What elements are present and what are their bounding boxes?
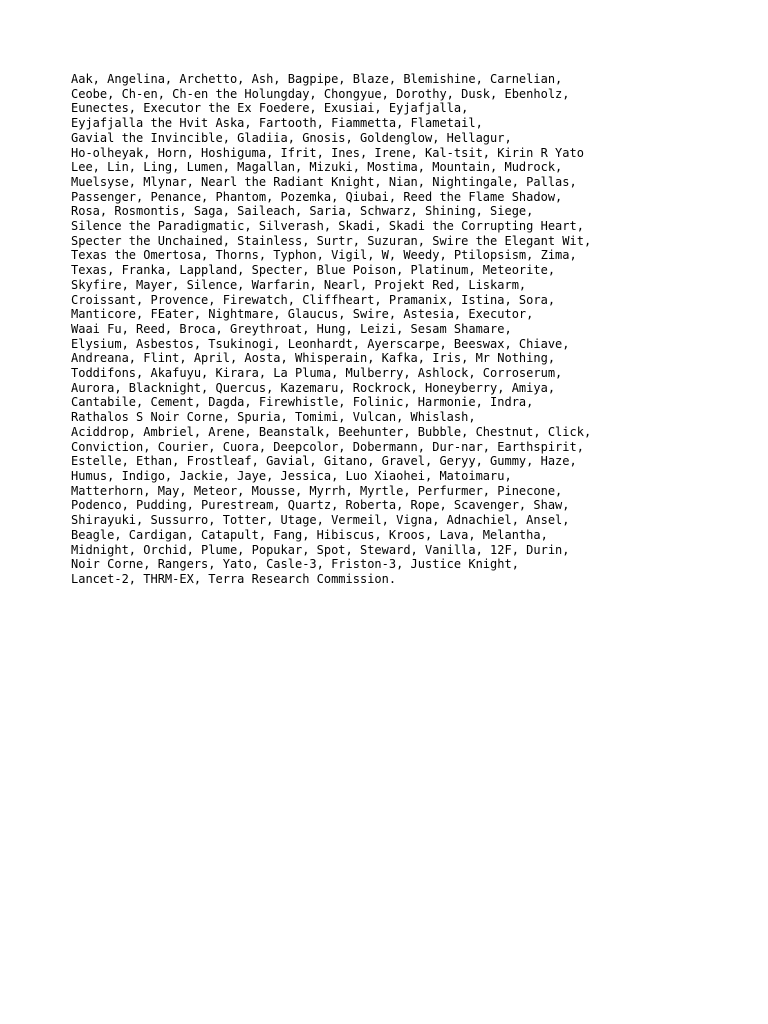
- text-line: Ceobe, Ch-en, Ch-en the Holungday, Chongyue, Dorothy, Dusk, Ebenholz,: [71, 86, 570, 101]
- text-line: Silence the Paradigmatic, Silverash, Skadi, Skadi the Corrupting Heart,: [71, 219, 584, 234]
- text-line: Aciddrop, Ambriel, Arene, Beanstalk, Beehunter, Bubble, Chestnut, Click,: [71, 424, 592, 439]
- text-line: Specter the Unchained, Stainless, Surtr, Suzuran, Swire the Elegant Wit,: [71, 233, 592, 248]
- text-line: Eunectes, Executor the Ex Foedere, Exusiai, Eyjafjalla,: [71, 101, 469, 116]
- text-line: Midnight, Orchid, Plume, Popukar, Spot, Steward, Vanilla, 12F, Durin,: [71, 542, 570, 557]
- text-line: Gavial the Invincible, Gladiia, Gnosis, Goldenglow, Hellagur,: [71, 130, 512, 145]
- text-line: Elysium, Asbestos, Tsukinogi, Leonhardt, Ayerscarpe, Beeswax, Chiave,: [71, 336, 570, 351]
- text-line: Podenco, Pudding, Purestream, Quartz, Roberta, Rope, Scavenger, Shaw,: [71, 498, 570, 513]
- text-line: Ho-olheyak, Horn, Hoshiguma, Ifrit, Ines, Irene, Kal-tsit, Kirin R Yato: [71, 145, 584, 160]
- text-line: Texas the Omertosa, Thorns, Typhon, Vigil, W, Weedy, Ptilopsism, Zima,: [71, 248, 577, 263]
- text-line: Muelsyse, Mlynar, Nearl the Radiant Knight, Nian, Nightingale, Pallas,: [71, 174, 577, 189]
- text-line: Andreana, Flint, April, Aosta, Whisperain, Kafka, Iris, Mr Nothing,: [71, 351, 556, 366]
- text-line: Matterhorn, May, Meteor, Mousse, Myrrh, Myrtle, Perfurmer, Pinecone,: [71, 483, 563, 498]
- text-line: Beagle, Cardigan, Catapult, Fang, Hibiscus, Kroos, Lava, Melantha,: [71, 527, 548, 542]
- text-line: Eyjafjalla the Hvit Aska, Fartooth, Fiammetta, Flametail,: [71, 116, 483, 131]
- operator-name-list: [71, 72, 591, 587]
- text-line: Skyfire, Mayer, Silence, Warfarin, Nearl, Projekt Red, Liskarm,: [71, 277, 527, 292]
- text-line: Noir Corne, Rangers, Yato, Casle-3, Friston-3, Justice Knight,: [71, 557, 519, 572]
- text-line: Waai Fu, Reed, Broca, Greythroat, Hung, Leizi, Sesam Shamare,: [71, 321, 512, 336]
- text-line: Rosa, Rosmontis, Saga, Saileach, Saria, Schwarz, Shining, Siege,: [71, 204, 534, 219]
- text-line: Aurora, Blacknight, Quercus, Kazemaru, Rockrock, Honeyberry, Amiya,: [71, 380, 556, 395]
- text-line: Manticore, FEater, Nightmare, Glaucus, Swire, Astesia, Executor,: [71, 307, 534, 322]
- text-line: Texas, Franka, Lappland, Specter, Blue Poison, Platinum, Meteorite,: [71, 263, 556, 278]
- text-line: Conviction, Courier, Cuora, Deepcolor, Dobermann, Dur-nar, Earthspirit,: [71, 439, 584, 454]
- text-line: Aak, Angelina, Archetto, Ash, Bagpipe, Blaze, Blemishine, Carnelian,: [71, 72, 563, 86]
- text-line: Toddifons, Akafuyu, Kirara, La Pluma, Mulberry, Ashlock, Corroserum,: [71, 366, 563, 381]
- text-line: Lee, Lin, Ling, Lumen, Magallan, Mizuki, Mostima, Mountain, Mudrock,: [71, 160, 563, 175]
- text-line: Humus, Indigo, Jackie, Jaye, Jessica, Luo Xiaohei, Matoimaru,: [71, 468, 512, 483]
- text-line: Rathalos S Noir Corne, Spuria, Tomimi, Vulcan, Whislash,: [71, 410, 476, 425]
- text-line: Passenger, Penance, Phantom, Pozemka, Qiubai, Reed the Flame Shadow,: [71, 189, 563, 204]
- text-line: Shirayuki, Sussurro, Totter, Utage, Vermeil, Vigna, Adnachiel, Ansel,: [71, 513, 570, 528]
- text-line: Estelle, Ethan, Frostleaf, Gavial, Gitano, Gravel, Geryy, Gummy, Haze,: [71, 454, 577, 469]
- text-line: Lancet-2, THRM-EX, Terra Research Commission.: [71, 571, 397, 586]
- text-line: Cantabile, Cement, Dagda, Firewhistle, Folinic, Harmonie, Indra,: [71, 395, 534, 410]
- text-line: Croissant, Provence, Firewatch, Cliffheart, Pramanix, Istina, Sora,: [71, 292, 556, 307]
